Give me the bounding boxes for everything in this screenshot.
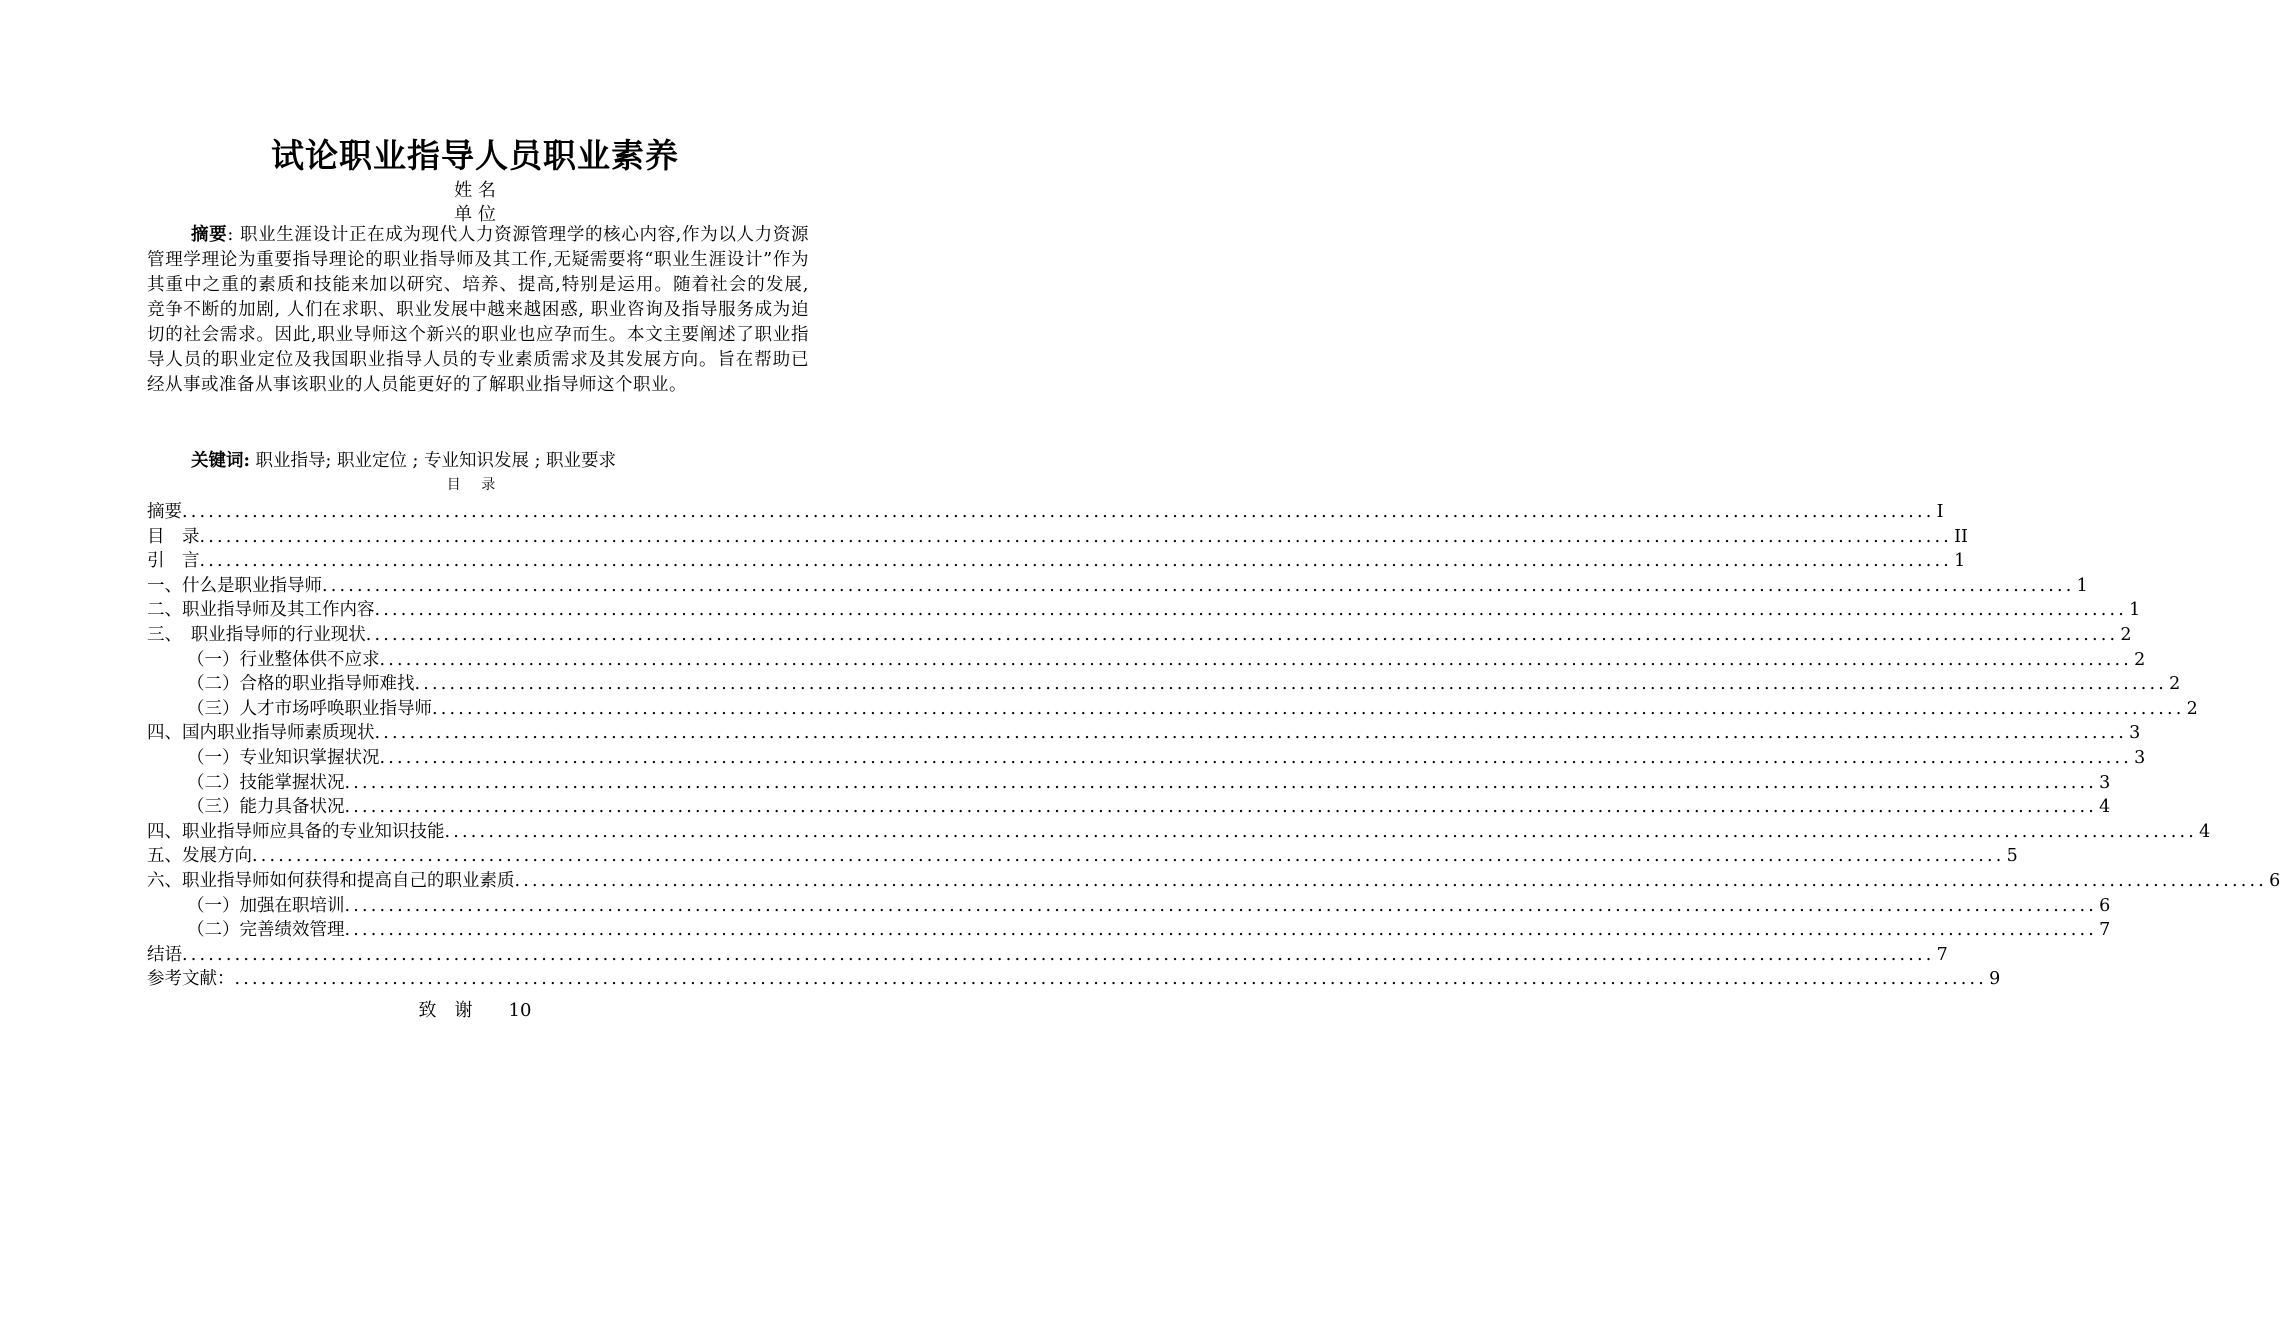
toc-dot-leader: ........................................................................................................................................................................................................ [344, 772, 2098, 793]
toc-dot-leader: ........................................................................................................................................................................................................ [182, 502, 1935, 522]
toc-entry[interactable] [147, 818, 2211, 843]
toc-entry-page: 7 [2099, 920, 2111, 941]
toc-entry[interactable] [147, 744, 2146, 769]
toc-entry-page: 3 [2099, 772, 2111, 793]
toc-entry-page: 6 [2269, 870, 2280, 891]
toc-dot-leader: ........................................................................................................................................................................................................ [379, 649, 2133, 670]
toc-entry[interactable] [147, 941, 1948, 966]
toc-entry-title: 一、什么是职业指导师 [147, 575, 322, 596]
toc-entry-page: 9 [1989, 969, 2001, 990]
toc-dot-leader: ........................................................................................................................................................................................................ [414, 674, 2168, 695]
toc-entry[interactable] [147, 769, 2111, 794]
toc-dot-leader: ........................................................................................................................................................................................................ [199, 551, 1953, 572]
toc-entry-title: （三）能力具备状况 [187, 797, 345, 818]
toc-entry[interactable] [147, 965, 2001, 990]
toc-entry[interactable] [147, 842, 2018, 867]
toc-entry-title: （二）合格的职业指导师难找 [187, 674, 415, 695]
toc-entry[interactable] [147, 695, 2198, 720]
toc-entry-title: 结语 [147, 944, 182, 965]
toc-entry-title: 目 录 [147, 526, 200, 547]
toc-entry-title: 五、发展方向 [147, 846, 252, 867]
toc-dot-leader: ........................................................................................................................................................................................................ [344, 797, 2098, 818]
toc-entry-page: 3 [2129, 723, 2141, 744]
toc-dot-leader: ........................................................................................................................................................................................................ [365, 624, 2119, 645]
toc-entry-title: 引 言 [147, 551, 200, 572]
toc-acknowledgement: 致 谢 10 [418, 1000, 532, 1021]
keywords-label: 关键词: [191, 451, 250, 471]
toc-entry-title: （二）技能掌握状况 [187, 772, 345, 793]
toc-entry-page: 2 [2169, 674, 2181, 695]
toc-entry[interactable] [147, 547, 1966, 572]
toc-entry-title: （一）行业整体供不应求 [187, 649, 380, 670]
toc-dot-leader: ........................................................................................................................................................................................................ [432, 698, 2185, 719]
toc-entry-title: 四、国内职业指导师素质现状 [147, 723, 375, 744]
author-name: 姓 名 [454, 180, 496, 201]
toc-dot-leader: ........................................................................................................................................................................................................ [344, 920, 2098, 941]
abstract-paragraph [147, 223, 809, 398]
toc-entry[interactable] [147, 596, 2141, 621]
toc-entry-page: 4 [2199, 821, 2211, 842]
toc-entry-page: 7 [1936, 944, 1948, 965]
toc-entry-title: 三、 职业指导师的行业现状 [147, 624, 366, 645]
toc-entry-page: 1 [1954, 551, 1966, 572]
toc-entry-page: 2 [2120, 624, 2132, 645]
toc-entry[interactable] [147, 646, 2146, 671]
toc-entry[interactable] [147, 916, 2111, 941]
toc-entry-title: （三）人才市场呼唤职业指导师 [187, 698, 432, 719]
toc-entry-title: 摘要 [147, 502, 182, 522]
toc-entry-title: 二、职业指导师及其工作内容 [147, 600, 375, 621]
toc-entry[interactable] [147, 523, 1968, 548]
toc-dot-leader: ........................................................................................................................................................................................................ [322, 575, 2075, 596]
keywords-line [191, 449, 811, 474]
toc-entry-page: 2 [2186, 698, 2198, 719]
toc-entry[interactable] [147, 892, 2111, 917]
toc-entry-title: 六、职业指导师如何获得和提高自己的职业素质 [147, 870, 515, 891]
toc-entry-page: 2 [2134, 649, 2146, 670]
table-of-contents [147, 498, 2280, 990]
toc-entry-title: （二）完善绩效管理 [187, 920, 345, 941]
toc-dot-leader: ........................................................................................................................................................................................................ [344, 895, 2098, 916]
author-affiliation: 单 位 [454, 204, 496, 225]
keywords-text: 职业指导; 职业定位 ; 专业知识发展 ; 职业要求 [249, 451, 617, 471]
toc-entry-page: 3 [2134, 747, 2146, 768]
toc-entry-title: （一）加强在职培训 [187, 895, 345, 916]
toc-entry[interactable] [147, 621, 2132, 646]
toc-dot-leader: ........................................................................................................................................................................................................ [374, 723, 2128, 744]
toc-entry[interactable] [147, 670, 2181, 695]
toc-entry-title: 四、职业指导师应具备的专业知识技能 [147, 821, 445, 842]
toc-entry-title: （一）专业知识掌握状况 [187, 747, 380, 768]
toc-dot-leader: ........................................................................................................................................................................................................ [234, 969, 1988, 990]
toc-entry-page: 6 [2099, 895, 2111, 916]
toc-entry[interactable] [147, 867, 2280, 892]
toc-dot-leader: ........................................................................................................................................................................................................ [182, 944, 1935, 965]
toc-entry-page: II [1954, 526, 1968, 547]
toc-entry-page: I [1936, 502, 1944, 522]
abstract-label: 摘要 [191, 225, 228, 245]
toc-entry-page: 1 [2129, 600, 2141, 621]
toc-dot-leader: ........................................................................................................................................................................................................ [514, 870, 2268, 891]
toc-entry[interactable] [147, 719, 2141, 744]
toc-dot-leader: ........................................................................................................................................................................................................ [374, 600, 2128, 621]
toc-heading: 目 录 [446, 477, 504, 493]
toc-dot-leader: ........................................................................................................................................................................................................ [252, 846, 2005, 867]
abstract-text: : 职业生涯设计正在成为现代人力资源管理学的核心内容,作为以人力资源管理学理论为重要指导理论的职业指导师及其工作,无疑需要将“职业生涯设计”作为其重中之重的素质和技能来加以研究、培养、提高,特别是运用。随着社会的发展, 竞争不断的加剧, 人们在求职、职业发展中越来越困惑, 职业咨询及指导服务成为迫切的社会需求。因此,职业导师这个新兴的职业也应孕而生。本文主要阐述了职业指导人员的职业定位及我国职业指导人员的专业素质需求及其发展方向。旨在帮助已经从事或准备从事该职业的人员能更好的了解职业指导师这个职业。 [147, 225, 809, 395]
toc-dot-leader: ........................................................................................................................................................................................................ [379, 747, 2133, 768]
toc-entry[interactable] [147, 793, 2111, 818]
toc-entry-page: 1 [2076, 575, 2088, 596]
toc-entry-title: 参考文献： [147, 969, 235, 990]
document-title: 试论职业指导人员职业素养 [271, 136, 679, 175]
toc-entry[interactable] [147, 572, 2088, 597]
toc-entry[interactable] [147, 498, 1944, 523]
toc-dot-leader: ........................................................................................................................................................................................................ [199, 526, 1953, 547]
toc-entry-page: 4 [2099, 797, 2111, 818]
toc-dot-leader: ........................................................................................................................................................................................................ [444, 821, 2198, 842]
toc-entry-page: 5 [2006, 846, 2018, 867]
